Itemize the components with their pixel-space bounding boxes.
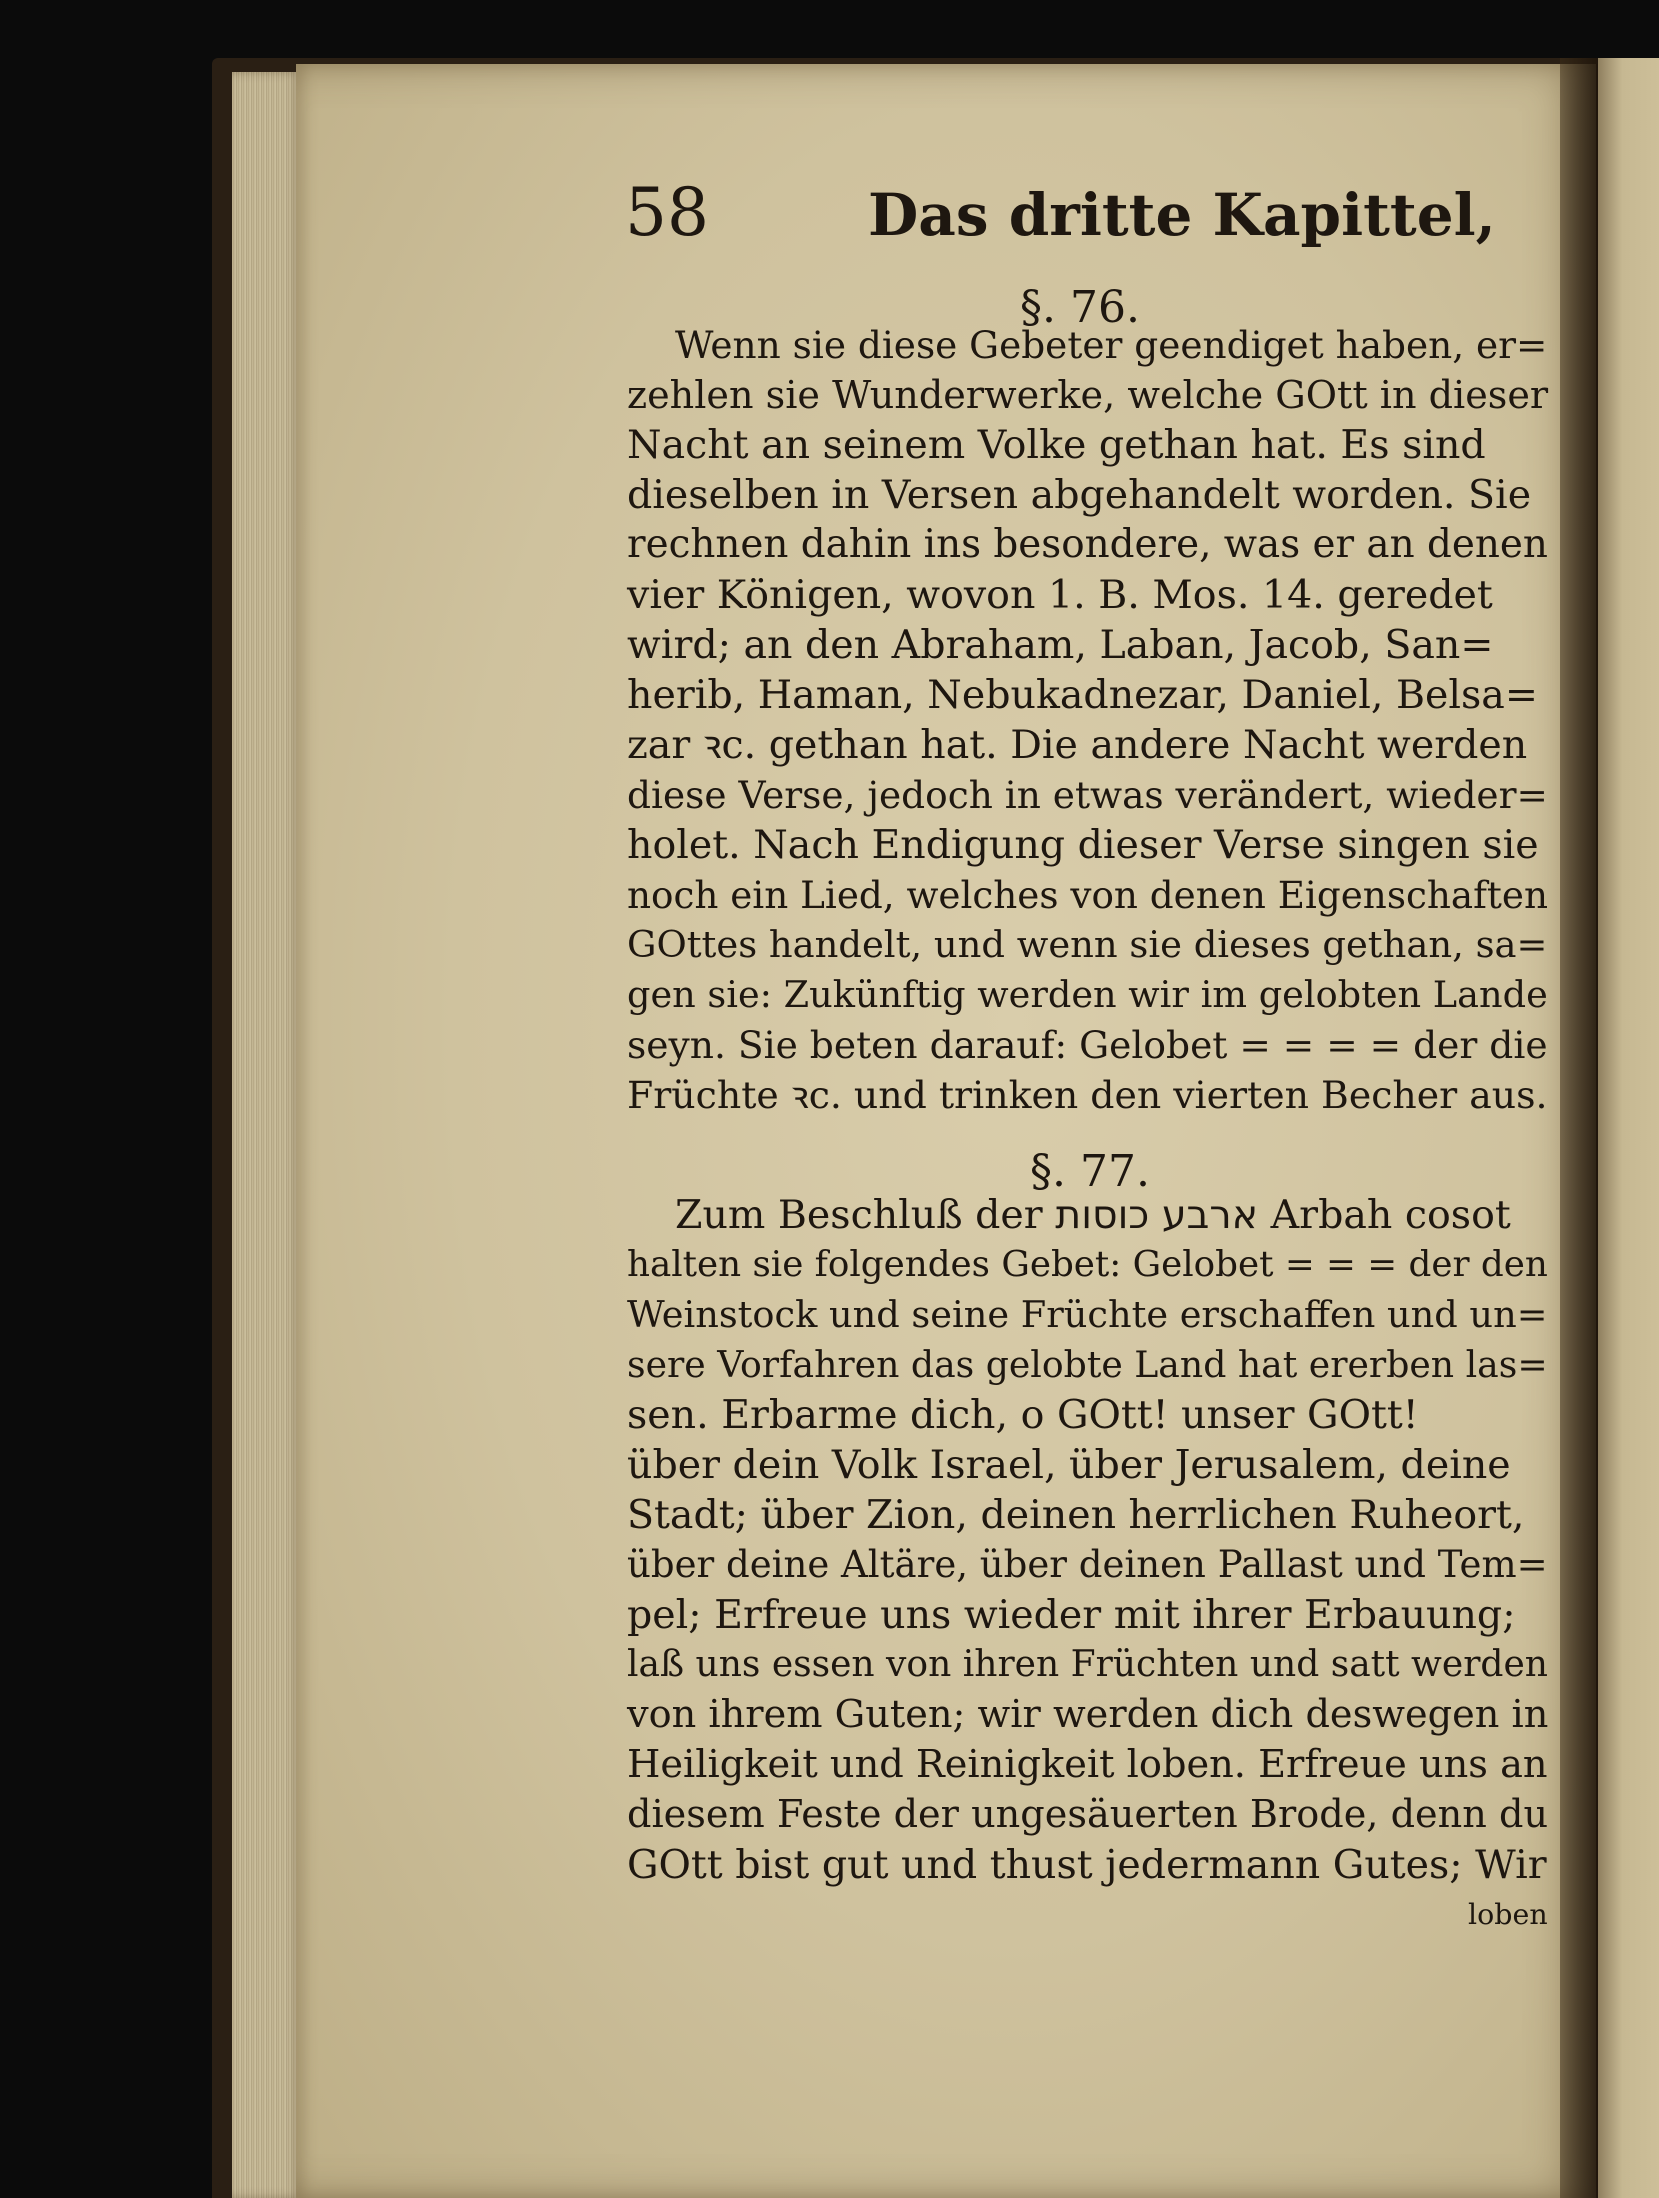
- text-line: Wenn sie diese Gebeter geendiget haben, er=: [675, 323, 1548, 367]
- hebrew-term: ארבע כוסות: [1055, 1192, 1259, 1238]
- section-mark-76: §. 76.: [1020, 282, 1140, 333]
- text-line: wird; an den Abraham, Laban, Jacob, San=: [627, 622, 1494, 668]
- text-line: pel; Erfreue uns wieder mit ihrer Erbauung;: [627, 1592, 1516, 1638]
- page-edges: [232, 72, 302, 2198]
- page-number: 58: [625, 174, 709, 251]
- text-line: von ihrem Guten; wir werden dich deswegen in: [627, 1692, 1549, 1737]
- text-line: seyn. Sie beten darauf: Gelobet = = = = der die: [627, 1023, 1548, 1067]
- text-line: noch ein Lied, welches von denen Eigenschaften: [627, 873, 1548, 917]
- text-line: laß uns essen von ihren Früchten und satt werden: [627, 1644, 1548, 1685]
- text-line: herib, Haman, Nebukadnezar, Daniel, Belsa=: [627, 672, 1538, 718]
- text-line: Nacht an seinem Volke gethan hat. Es sind: [627, 422, 1486, 468]
- text-line: Weinstock und seine Früchte erschaffen und un=: [627, 1293, 1548, 1336]
- text-line: holet. Nach Endigung dieser Verse singen sie: [627, 822, 1539, 868]
- text-line: gen sie: Zukünftig werden wir im gelobten Lande: [627, 973, 1548, 1016]
- text-line: über dein Volk Israel, über Jerusalem, deine: [627, 1442, 1511, 1488]
- text-line: GOttes handelt, und wenn sie dieses gethan, sa=: [627, 923, 1548, 966]
- text-line: dieselben in Versen abgehandelt worden. Sie: [627, 472, 1532, 518]
- text-segment: Zum Beschluß der: [675, 1192, 1043, 1238]
- text-line: sere Vorfahren das gelobte Land hat ererben las=: [627, 1343, 1548, 1386]
- text-line: Früchte ꝛc. und trinken den vierten Becher aus.: [627, 1073, 1548, 1117]
- gutter-shadow: [1560, 58, 1600, 2198]
- text-line: Heiligkeit und Reinigkeit loben. Erfreue uns an: [627, 1742, 1548, 1787]
- catchword: loben: [1468, 1898, 1548, 1931]
- text-line: zar ꝛc. gethan hat. Die andere Nacht werden: [627, 722, 1528, 768]
- text-line: sen. Erbarme dich, o GOtt! unser GOtt!: [627, 1392, 1419, 1438]
- text-line-with-hebrew: [675, 1190, 1511, 1240]
- text-line: diesem Feste der ungesäuerten Brode, denn du: [627, 1793, 1549, 1837]
- section-mark-77: §. 77.: [1030, 1146, 1150, 1197]
- text-line: rechnen dahin ins besondere, was er an denen: [627, 522, 1548, 567]
- text-line: halten sie folgendes Gebet: Gelobet = = = der den: [627, 1244, 1548, 1285]
- text-line: Stadt; über Zion, deinen herrlichen Ruheort,: [627, 1492, 1525, 1538]
- text-line: vier Königen, wovon 1. B. Mos. 14. geredet: [627, 572, 1493, 618]
- chapter-title: Das dritte Kapittel,: [868, 181, 1496, 249]
- text-line: zehlen sie Wunderwerke, welche GOtt in dieser: [627, 373, 1549, 417]
- facing-page-edge: [1598, 58, 1659, 2198]
- text-line: über deine Altäre, über deinen Pallast und Tem=: [627, 1543, 1548, 1586]
- text-line: GOtt bist gut und thust jedermann Gutes; Wir: [627, 1842, 1547, 1888]
- text-line: diese Verse, jedoch in etwas verändert, wieder=: [627, 773, 1548, 817]
- text-segment: Arbah cosot: [1270, 1192, 1511, 1238]
